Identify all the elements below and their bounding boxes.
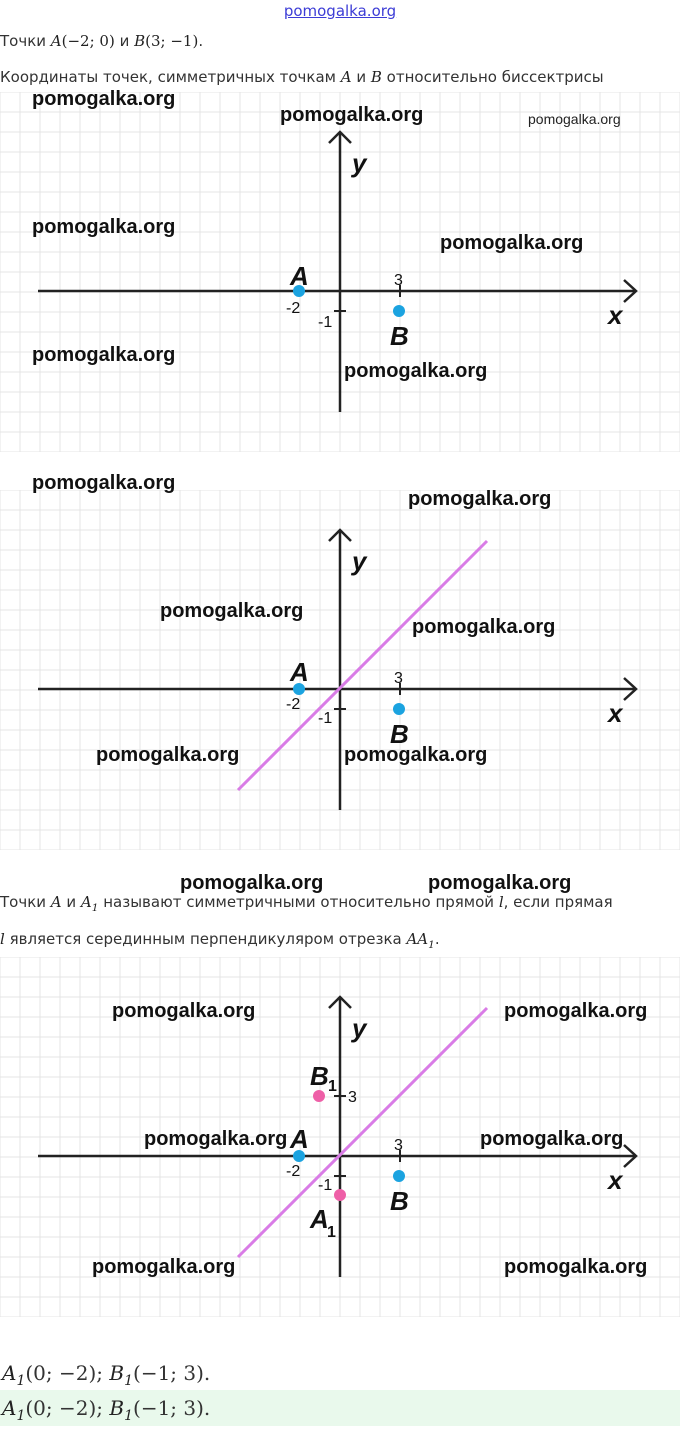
watermark: pomogalka.org <box>280 104 424 126</box>
label-b: B <box>390 719 409 749</box>
label-a1-subscript: 1 <box>327 1224 336 1241</box>
watermark: pomogalka.org <box>32 216 176 238</box>
x-axis-label: x <box>608 698 623 728</box>
point-a-label: A <box>50 32 62 50</box>
point-a-coords: (−2; 0) <box>61 32 115 50</box>
watermark: pomogalka.org <box>32 344 176 366</box>
watermark: pomogalka.org <box>480 1128 624 1150</box>
label-b1: B <box>310 1061 329 1091</box>
point-b-coords: (3; −1) <box>145 32 199 50</box>
watermark: pomogalka.org <box>160 600 304 622</box>
points-given-line <box>0 32 203 50</box>
aa1-subscript: 1 <box>428 939 435 951</box>
graph-2 <box>0 490 680 850</box>
graph-1 <box>0 92 680 452</box>
text: является серединным перпендикуляром отрезка <box>4 930 407 948</box>
a1-subscript: 1 <box>16 1408 26 1424</box>
watermark: pomogalka.org <box>408 488 552 510</box>
x-axis-label: x <box>608 1165 623 1195</box>
watermark: pomogalka.org <box>144 1128 288 1150</box>
y-axis-label: y <box>352 148 367 178</box>
definition-line-2 <box>0 930 440 951</box>
tick-label-neg2: -2 <box>286 300 301 317</box>
watermark: pomogalka.org <box>180 872 324 894</box>
label-a: A <box>290 261 309 291</box>
a1-coords: (0; −2); <box>25 1361 110 1385</box>
label-a1: A <box>310 1204 329 1234</box>
watermark: pomogalka.org <box>528 111 621 127</box>
watermark: pomogalka.org <box>344 744 488 766</box>
a1-letter: A <box>2 1396 17 1420</box>
label-a: A <box>290 657 309 687</box>
tick-label-neg1: -1 <box>318 710 333 727</box>
text: . <box>434 930 440 948</box>
text: и <box>114 32 135 50</box>
watermark: pomogalka.org <box>428 872 572 894</box>
watermark: pomogalka.org <box>504 1000 648 1022</box>
point-b-label: B <box>370 68 382 86</box>
point-a-label: A <box>340 68 352 86</box>
answer-line <box>0 1357 680 1389</box>
watermark: pomogalka.org <box>440 232 584 254</box>
y-axis-label: y <box>352 546 367 576</box>
point-a-label: A <box>50 893 62 911</box>
a1-letter: A <box>2 1361 17 1385</box>
b1-subscript: 1 <box>124 1373 134 1389</box>
label-b: B <box>390 321 409 351</box>
tick-label-neg1: -1 <box>318 1177 333 1194</box>
y-axis-label: y <box>352 1013 367 1043</box>
aa1-letters: AA <box>406 930 429 948</box>
label-b: B <box>390 1186 409 1216</box>
site-link[interactable]: pomogalka.org <box>283 2 397 20</box>
definition-line-1 <box>0 893 613 914</box>
tick-label-y3: 3 <box>348 1089 357 1106</box>
tick-label-3: 3 <box>394 670 403 687</box>
point-a1 <box>334 1189 346 1201</box>
a1-subscript: 1 <box>91 902 99 914</box>
line-l-label: l <box>498 893 504 911</box>
b1-coords: (−1; 3). <box>133 1361 211 1385</box>
task-line <box>0 68 604 86</box>
tick-label-neg2: -2 <box>286 696 301 713</box>
segment-aa1-label <box>406 930 435 951</box>
coordinate-plane-2 <box>0 490 680 850</box>
point-b <box>393 1170 405 1182</box>
text: Координаты точек, симметричных точкам <box>0 68 341 86</box>
tick-label-neg2: -2 <box>286 1163 301 1180</box>
watermark: pomogalka.org <box>96 744 240 766</box>
b1-letter: B <box>109 1361 125 1385</box>
text: , если прямая <box>503 893 613 911</box>
watermark: pomogalka.org <box>32 88 176 110</box>
b1-letter: B <box>109 1396 125 1420</box>
text: и <box>351 68 371 86</box>
text: и <box>61 893 81 911</box>
a1-subscript: 1 <box>16 1373 26 1389</box>
line-l-label: l <box>0 930 5 948</box>
b1-subscript: 1 <box>124 1408 134 1424</box>
label-b1-subscript: 1 <box>328 1078 337 1095</box>
coordinate-plane-1 <box>0 92 680 452</box>
point-b1 <box>313 1090 325 1102</box>
b1-coords: (−1; 3). <box>133 1396 211 1420</box>
watermark: pomogalka.org <box>504 1256 648 1278</box>
text: называют симметричными относительно прямой <box>98 893 499 911</box>
watermark: pomogalka.org <box>112 1000 256 1022</box>
watermark: pomogalka.org <box>412 616 556 638</box>
tick-label-neg1: -1 <box>318 314 333 331</box>
watermark: pomogalka.org <box>32 472 176 494</box>
tick-label-3: 3 <box>394 1137 403 1154</box>
text: Точки <box>0 32 51 50</box>
watermark: pomogalka.org <box>344 360 488 382</box>
point-b <box>393 305 405 317</box>
text: относительно биссектрисы <box>381 68 604 86</box>
label-a: A <box>290 1124 309 1154</box>
text: . <box>198 32 204 50</box>
watermark: pomogalka.org <box>92 1256 236 1278</box>
point-a1-label <box>80 893 99 914</box>
answer-highlight <box>0 1390 680 1426</box>
text: Точки <box>0 893 51 911</box>
point-b <box>393 703 405 715</box>
x-axis-label: x <box>608 300 623 330</box>
tick-label-3: 3 <box>394 272 403 289</box>
point-b-label: B <box>134 32 146 50</box>
a1-letter: A <box>80 893 92 911</box>
a1-coords: (0; −2); <box>25 1396 110 1420</box>
